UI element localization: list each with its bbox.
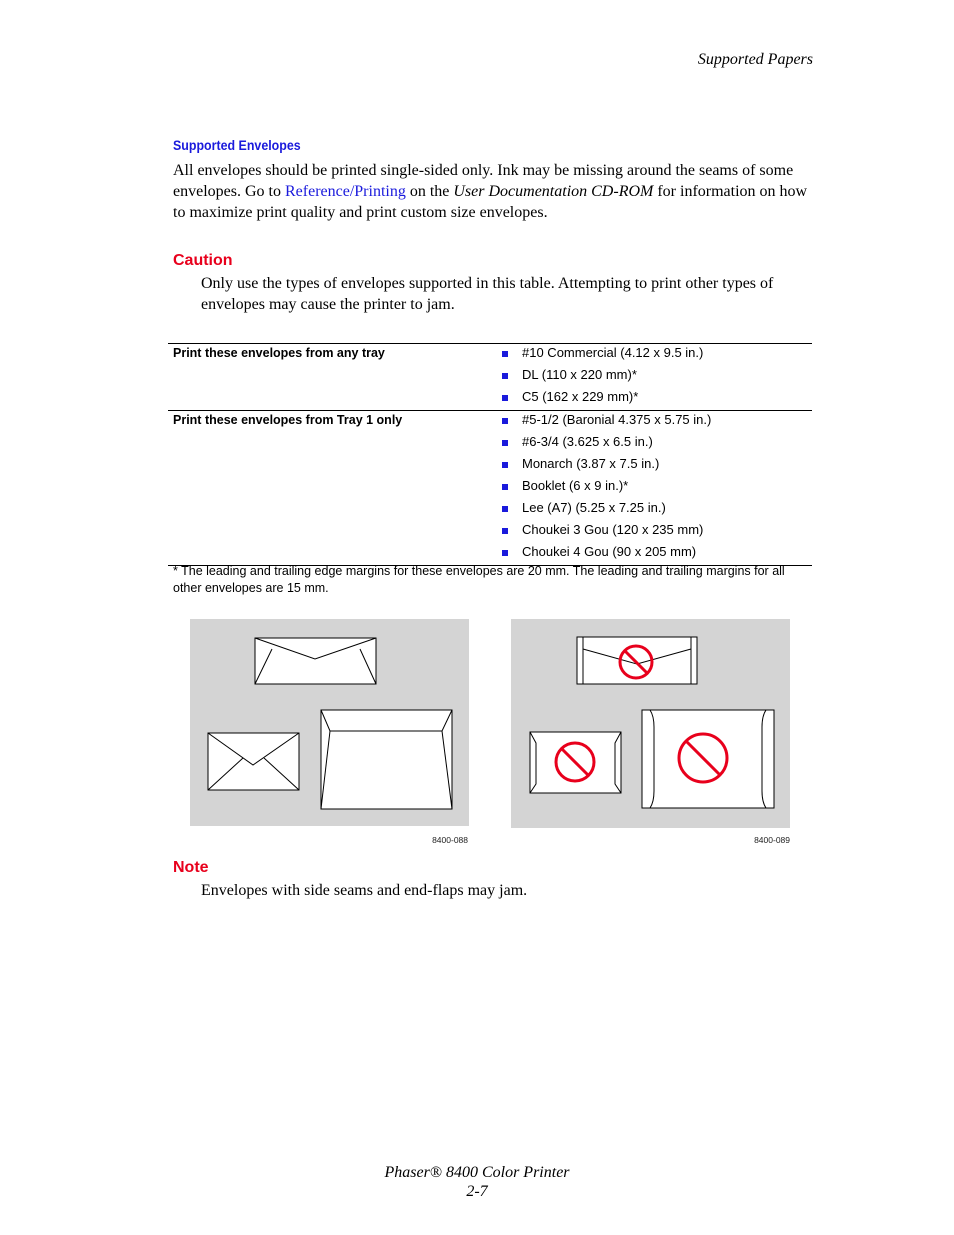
envelope-list (498, 411, 812, 565)
row-heading: Print these envelopes from Tray 1 only (173, 413, 403, 427)
bullet-icon (502, 506, 508, 512)
envelope-table (168, 343, 812, 566)
bullet-icon (502, 395, 508, 401)
list-item-text: Choukei 4 Gou (90 x 205 mm) (522, 544, 697, 559)
cd-rom-title: User Documentation CD-ROM (453, 183, 654, 200)
envelope-10-illustration (255, 638, 376, 684)
table-footnote: * The leading and trailing edge margins for these envelopes are 20 mm. The leading and trailing margins for all other envelopes are 15 mm. (173, 564, 785, 595)
list-item (498, 388, 812, 410)
intro-paragraph (173, 160, 813, 223)
list-item (498, 433, 812, 455)
list-item (498, 366, 812, 388)
unacceptable-envelopes-figure (511, 619, 790, 828)
list-item-text: Monarch (3.87 x 7.5 in.) (522, 456, 660, 471)
page-number: 2-7 (466, 1183, 488, 1200)
running-header: Supported Papers (697, 51, 813, 68)
list-item-text: Lee (A7) (5.25 x 7.25 in.) (522, 500, 666, 515)
bullet-icon (502, 351, 508, 357)
figure-code-left: 8400-088 (432, 835, 468, 845)
table-row (168, 343, 812, 410)
list-item (498, 521, 812, 543)
section-title: Supported Envelopes (173, 138, 301, 153)
bullet-icon (502, 462, 508, 468)
row-heading: Print these envelopes from any tray (173, 346, 385, 360)
list-item-text: Booklet (6 x 9 in.)* (522, 478, 629, 493)
bullet-icon (502, 418, 508, 424)
list-item (498, 477, 812, 499)
figure-code-right: 8400-089 (754, 835, 790, 845)
bullet-icon (502, 528, 508, 534)
list-item-text: #10 Commercial (4.12 x 9.5 in.) (522, 345, 704, 360)
product-name: Phaser® 8400 Color Printer (384, 1164, 570, 1181)
bullet-icon (502, 550, 508, 556)
list-item-text: #6-3/4 (3.625 x 6.5 in.) (522, 434, 653, 449)
list-item-text: #5-1/2 (Baronial 4.375 x 5.75 in.) (522, 412, 712, 427)
note-label: Note (173, 859, 209, 876)
table-row (168, 410, 812, 566)
note-text: Envelopes with side seams and end-flaps may jam. (201, 882, 528, 899)
list-item-text: DL (110 x 220 mm)* (522, 367, 637, 382)
acceptable-envelopes-figure (190, 619, 469, 826)
reference-printing-link[interactable]: Reference/Printing (284, 183, 406, 200)
bullet-icon (502, 484, 508, 490)
caution-text: Only use the types of envelopes supported in this table. Attempting to print other types of envelopes may cause the printer to jam. (201, 275, 774, 313)
list-item-text: C5 (162 x 229 mm)* (522, 389, 639, 404)
bullet-icon (502, 373, 508, 379)
small-envelope-illustration (208, 733, 299, 790)
page-footer (300, 1163, 654, 1201)
caution-label: Caution (173, 252, 233, 269)
end-flap-envelope-illustration (642, 710, 774, 808)
intro-text-1: All envelopes should be printed single-sided only. Ink may be missing around the seams of some envelopes. Go to (173, 162, 794, 200)
large-envelope-illustration (321, 710, 452, 809)
intro-text-2: on the (405, 183, 454, 200)
list-item (498, 499, 812, 521)
list-item (498, 455, 812, 477)
intro-text-3: for information on how to maximize print quality and print custom size envelopes. (173, 183, 808, 221)
bullet-icon (502, 440, 508, 446)
list-item (498, 344, 812, 366)
list-item (498, 543, 812, 565)
list-item-text: Choukei 3 Gou (120 x 235 mm) (522, 522, 704, 537)
list-item (498, 411, 812, 433)
envelope-list (498, 344, 812, 410)
